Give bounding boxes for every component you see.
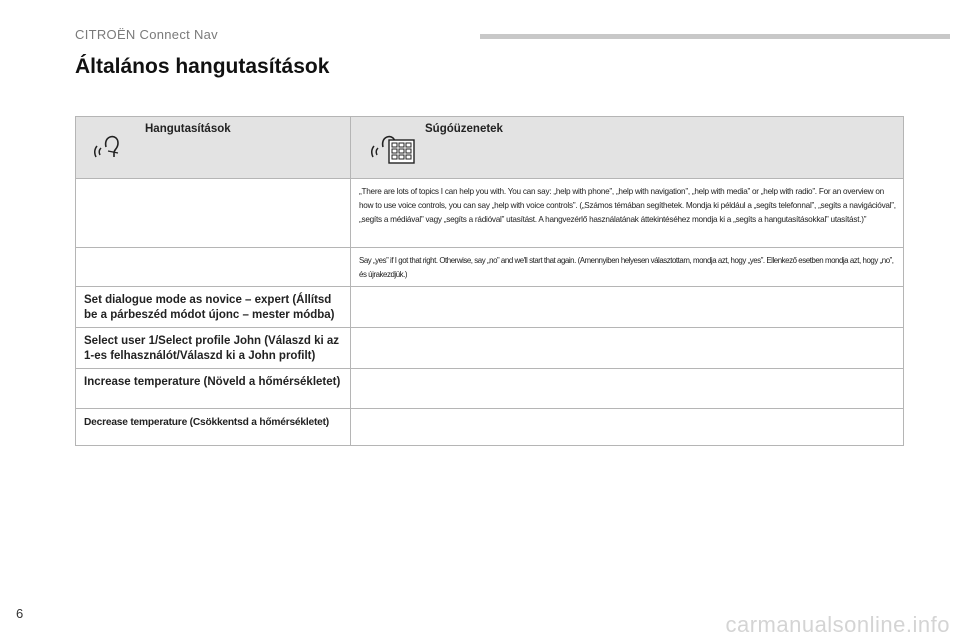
help-cell [351,287,904,328]
command-cell: Decrease temperature (Csökkentsd a hőmérsékletet) [76,409,351,446]
voice-help-icon [371,127,417,172]
help-cell [351,328,904,369]
command-cell [76,179,351,248]
command-cell: Select user 1/Select profile John (Válaszd ki az 1-es felhasználót/Válaszd ki a John profilt) [76,328,351,369]
header-commands [76,117,351,179]
command-cell: Set dialogue mode as novice – expert (Állítsd be a párbeszéd módot újonc – mester módba) [76,287,351,328]
header-bar [480,34,950,39]
table-row [76,179,904,248]
command-cell: Increase temperature (Növeld a hőmérsékletet) [76,369,351,409]
header-help-label: Súgóüzenetek [425,123,503,135]
table-row [76,409,904,446]
header-help [351,117,904,179]
help-cell [351,409,904,446]
voice-commands-table [75,116,904,446]
table-header-row [76,117,904,179]
help-cell: Say „yes” if I got that right. Otherwise, say „no” and we'll start that again. (Amennyiben helyesen választottam, mondja azt, hogy „yes”. Ellenkező esetben mondja azt, hogy „no”, és újrakezdjük.) [351,248,904,287]
table-row [76,328,904,369]
help-cell: „There are lots of topics I can help you with. You can say: „help with phone”, „help with navigation”, „help with media” or „help with radio”. For an overview on how to use voice controls, you can say „help with voice controls”. („Számos témában segíthetek. Mondja ki például a „segíts telefonnal”, „segíts a navigációval”, „segíts a médiával” vagy „segíts a rádióval” utasítást. A hangvezérlő használatának áttekintéséhez mondja ki a „segíts a hangutasításokkal” utasítást.)” [351,179,904,248]
table-row [76,248,904,287]
page-number: 6 [16,606,24,621]
header-commands-label: Hangutasítások [145,123,231,135]
table-row [76,369,904,409]
watermark: carmanualsonline.info [725,612,950,637]
header-brand: CITROËN Connect Nav [75,27,218,42]
command-cell [76,248,351,287]
table-row [76,287,904,328]
voice-command-icon [94,127,128,166]
page-title: Általános hangutasítások [75,55,330,78]
help-cell [351,369,904,409]
